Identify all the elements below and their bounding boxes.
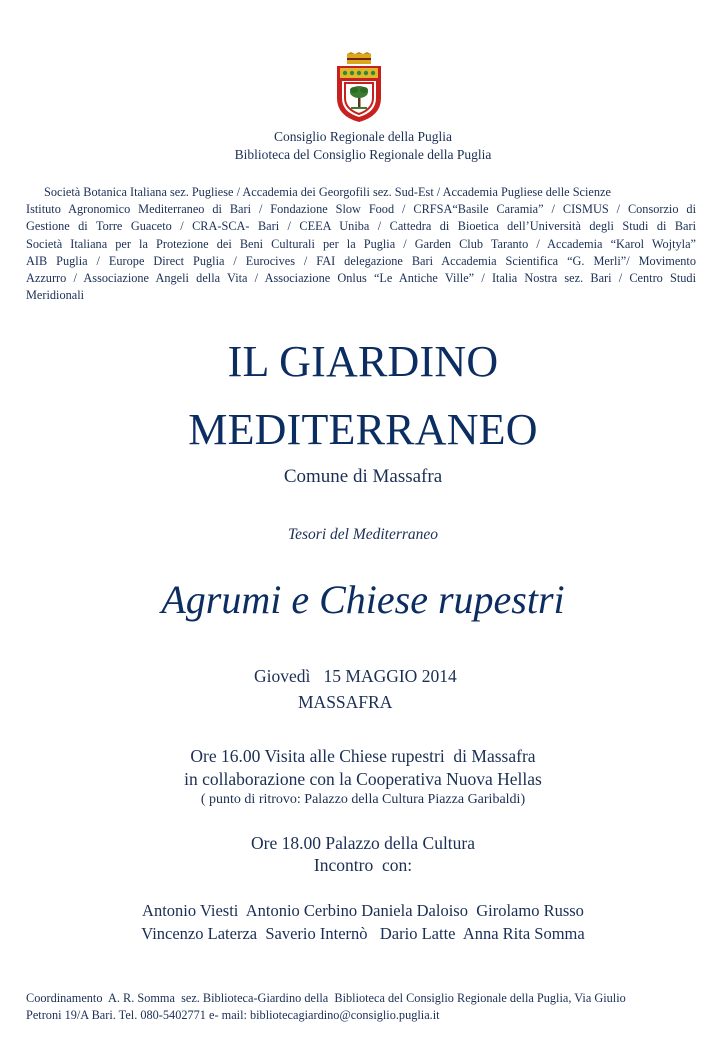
event-title-line1: IL GIARDINO: [227, 337, 499, 386]
header-library: Biblioteca del Consiglio Regionale della Puglia: [234, 147, 492, 162]
partners-line: Istituto Agronomico Mediterraneo di Bari / Fondazione Slow Food / CRFSA“Basile Caramia” / CISMUS / Consorzio di: [26, 202, 696, 217]
partners-line: Meridionali: [26, 288, 85, 303]
partners-line: Gestione di Torre Guaceto / CRA-SCA- Bari / CEEA Uniba / Cattedra di Bioetica dell’Università degli Studi di Bari: [26, 219, 696, 234]
header-council: Consiglio Regionale della Puglia: [273, 129, 453, 144]
partners-line: Società Italiana per la Protezione dei Beni Culturali per la Puglia / Garden Club Taranto / Accademia “Karol Wojtyla”: [26, 236, 696, 251]
visit-note: ( punto di ritrovo: Palazzo della Cultura Piazza Garibaldi): [200, 792, 526, 807]
partners-line: Azzurro / Associazione Angeli della Vita / Associazione Onlus “Le Antiche Ville” / Italia Nostra sez. Bari / Centro Studi: [26, 271, 696, 286]
speakers-line2: Vincenzo Laterza Saverio Internò Dario Latte Anna Rita Somma: [141, 924, 585, 943]
event-subtitle: Comune di Massafra: [283, 466, 443, 487]
event-date: Giovedì 15 MAGGIO 2014: [254, 666, 457, 686]
partners-line: AIB Puglia / Europe Direct Puglia / Eurocives / FAI delegazione Bari Accademia Scientifica “G. Merli”/ Movimento: [26, 253, 696, 268]
visit-line1: Ore 16.00 Visita alle Chiese rupestri di Massafra: [190, 746, 536, 766]
event-tagline: Tesori del Mediterraneo: [287, 526, 439, 543]
speakers-line1: Antonio Viesti Antonio Cerbino Daniela Daloiso Girolamo Russo: [142, 901, 584, 920]
partners-list: [26, 184, 696, 304]
event-title-line2: MEDITERRANEO: [188, 405, 538, 454]
meeting-line2: Incontro con:: [313, 855, 413, 875]
footer-contact: [26, 990, 696, 1024]
footer-line2: Petroni 19/A Bari. Tel. 080-5402771 e- mail: bibliotecagiardino@consiglio.puglia.it: [26, 1008, 440, 1023]
partners-line: Società Botanica Italiana sez. Pugliese / Accademia dei Georgofili sez. Sud-Est / Accademia Pugliese delle Scienze: [44, 185, 611, 199]
visit-line2: in collaborazione con la Cooperativa Nuova Hellas: [184, 769, 542, 789]
footer-line1: Coordinamento A. R. Somma sez. Biblioteca-Giardino della Biblioteca del Consiglio Regionale della Puglia, Via Giulio: [26, 991, 626, 1005]
event-place: MASSAFRA: [298, 692, 393, 712]
event-headline: Agrumi e Chiese rupestri: [161, 577, 565, 622]
meeting-line1: Ore 18.00 Palazzo della Cultura: [250, 833, 476, 853]
regione-puglia-crest-icon: [333, 52, 385, 124]
